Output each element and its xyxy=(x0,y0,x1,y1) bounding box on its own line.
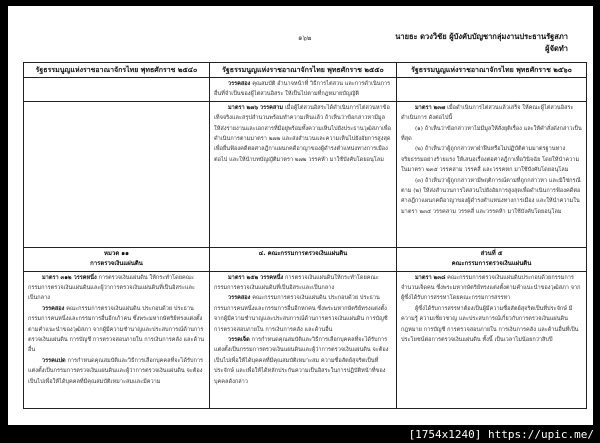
header-row xyxy=(24,63,587,78)
comparison-table xyxy=(23,62,587,409)
table-row xyxy=(24,101,587,247)
table-cell: มาตรา ๓๑๒ วรรคหนึ่ง การตรวจเงินแผ่นดิน ให้กระทำโดยคณะกรรมการตรวจเงินแผ่นดินและผู้ว่าการตรวจเงินแผ่นดินที่เป็นอิสระและเป็นกลาง วรรคสอง คณะกรรมการตรวจเงินแผ่นดิน ประกอบด้วย ประธานกรรมการคนหนึ่งและกรรมการอื่นอีกเก้าคน ซึ่งพระมหากษัตริย์ทรงแต่งตั้งตามคำแนะนำของวุฒิสภา จากผู้มีความชำนาญและประสบการณ์ด้านการตรวจเงินแผ่นดิน การบัญชี การตรวจสอบภายใน การเงินการคลัง และด้านอื่น วรรคแปด การกำหนดคุณสมบัติและวิธีการเลือกบุคคลที่จะได้รับการแต่งตั้งเป็นกรรมการตรวจเงินแผ่นดินและผู้ว่าการตรวจเงินแผ่นดิน จะต้องเป็นไปเพื่อให้ได้บุคคลที่มีคุณสมบัติเหมาะสมและมีความ xyxy=(24,271,210,408)
table-cell: วรรคสอง คุณสมบัติ อำนาจหน้าที่ วิธีการไต่สวน และการดำเนินการอื่นที่จำเป็นของผู้ไต่สวนอิสระ ให้เป็นไปตามที่กฎหมายบัญญัติ xyxy=(210,78,397,102)
author-block xyxy=(395,31,568,55)
table-cell: มาตรา ๒๓๘ คณะกรรมการตรวจเงินแผ่นดินประกอบด้วยกรรมการจำนวนเจ็ดคน ซึ่งพระมหากษัตริย์ทรงแต่งตั้งตามคำแนะนำของวุฒิสภา จากผู้ซึ่งได้รับการสรรหาโดยคณะกรรมการสรรหา ผู้ซึ่งได้รับการสรรหาต้องเป็นผู้มีความซื่อสัตย์สุจริตเป็นที่ประจักษ์ มีความรู้ ความเชี่ยวชาญ และประสบการณ์เกี่ยวกับการตรวจเงินแผ่นดิน กฎหมาย การบัญชี การตรวจสอบภายใน การเงินการคลัง และด้านอื่นที่เป็นประโยชน์ต่อการตรวจเงินแผ่นดิน ทั้งนี้ เป็นเวลาไม่น้อยกว่าสิบปี xyxy=(397,271,587,408)
header-2550: รัฐธรรมนูญแห่งราชอาณาจักรไทย พุทธศักราช ๒๕๕๐ xyxy=(210,63,397,78)
table-cell: มาตรา ๒๕๒ วรรคหนึ่ง การตรวจเงินแผ่นดินให้กระทำโดยคณะกรรมการตรวจเงินแผ่นดินที่เป็นอิสระและเป็นกลาง วรรคสอง คณะกรรมการตรวจเงินแผ่นดิน ประกอบด้วย ประธานกรรมการคนหนึ่งและกรรมการอื่นอีกหกคน ซึ่งพระมหากษัตริย์ทรงแต่งตั้งจากผู้มีความชำนาญและประสบการณ์ด้านการตรวจเงินแผ่นดิน การบัญชี การตรวจสอบภายใน การเงินการคลัง และด้านอื่น วรรคเจ็ด การกำหนดคุณสมบัติและวิธีการเลือกบุคคลที่จะได้รับการแต่งตั้งเป็นกรรมการตรวจเงินแผ่นดินและผู้ว่าการตรวจเงินแผ่นดิน จะต้องเป็นไปเพื่อให้ได้บุคคลที่มีคุณสมบัติเหมาะสม ความซื่อสัตย์สุจริตเป็นที่ประจักษ์ และเพื่อให้ได้หลักประกันความเป็นอิสระในการปฏิบัติหน้าที่ของบุคคลดังกล่าว xyxy=(210,271,397,408)
section-row: หมวด ๑๑ การตรวจเงินแผ่นดิน ๔. คณะกรรมการตรวจเงินแผ่นดิน ส่วนที่ ๕ คณะกรรมการตรวจเงินแผ่นดิน xyxy=(24,247,587,271)
table-row xyxy=(24,271,587,408)
header-2560: รัฐธรรมนูญแห่งราชอาณาจักรไทย พุทธศักราช ๒๕๖๐ xyxy=(397,63,587,78)
table-cell: มาตรา ๒๗๖ วรรคสาม เมื่อผู้ไต่สวนอิสระได้ดำเนินการไต่สวนหาข้อเท็จจริงและสรุปสำนวนพร้อมทำความเห็นแล้ว ถ้าเห็นว่าข้อกล่าวหามีมูล ให้ส่งรายงานและเอกสารที่มีอยู่พร้อมทั้งความเห็นไปยังประธานวุฒิสภาเพื่อดำเนินการตามมาตรา ๒๗๒ และส่งสำนวนและความเห็นไปยังอัยการสูงสุดเพื่อยื่นฟ้องคดีต่อศาลฎีกาแผนกคดีอาญาของผู้ดำรงตำแหน่งทางการเมืองต่อไป และให้นำบทบัญญัติมาตรา ๒๗๒ วรรคห้า มาใช้บังคับโดยอนุโลม xyxy=(210,101,397,247)
author-name: นายธะ ดวงวิชัย ผู้บังคับบัญชากลุ่มงานประธานรัฐสภา xyxy=(395,32,568,41)
table-row xyxy=(24,78,587,102)
author-role: ผู้จัดทำ xyxy=(545,44,568,53)
document-page xyxy=(8,6,593,425)
header-2540: รัฐธรรมนูญแห่งราชอาณาจักรไทย พุทธศักราช ๒๕๔๐ xyxy=(24,63,210,78)
table-cell: มาตรา ๒๓๗ เมื่อดำเนินการไต่สวนแล้วเสร็จ ให้คณะผู้ไต่สวนอิสระดำเนินการ ดังต่อไปนี้ (๑) ถ้าเห็นว่าข้อกล่าวหาไม่มีมูลให้สั่งยุติเรื่อง และให้คำสั่งดังกล่าวเป็นที่สุด (๒) ถ้าเห็นว่าผู้ถูกกล่าวหาฝ่าฝืนหรือไม่ปฏิบัติตามมาตรฐานทางจริยธรรมอย่างร้ายแรง ให้เสนอเรื่องต่อศาลฎีกาเพื่อวินิจฉัย โดยให้นำความในมาตรา ๒๓๕ วรรคสาม วรรคสี่ และวรรคหก มาใช้บังคับโดยอนุโลม (๓) ถ้าเห็นว่าผู้ถูกกล่าวหามีพฤติการณ์ตามที่ถูกกล่าวหา และมิใช่กรณีตาม (๒) ให้ส่งสำนวนการไต่สวนไปยังอัยการสูงสุดเพื่อดำเนินการฟ้องคดีต่อศาลฎีกาแผนกคดีอาญาของผู้ดำรงตำแหน่งทางการเมือง และให้นำความในมาตรา ๒๓๕ วรรคสาม วรรคสี่ และวรรคห้า มาใช้บังคับโดยอนุโลม xyxy=(397,101,587,247)
page-number: ๑๖๒ xyxy=(298,34,312,42)
image-watermark: [1754x1240] https://upic.me/ xyxy=(408,428,594,441)
